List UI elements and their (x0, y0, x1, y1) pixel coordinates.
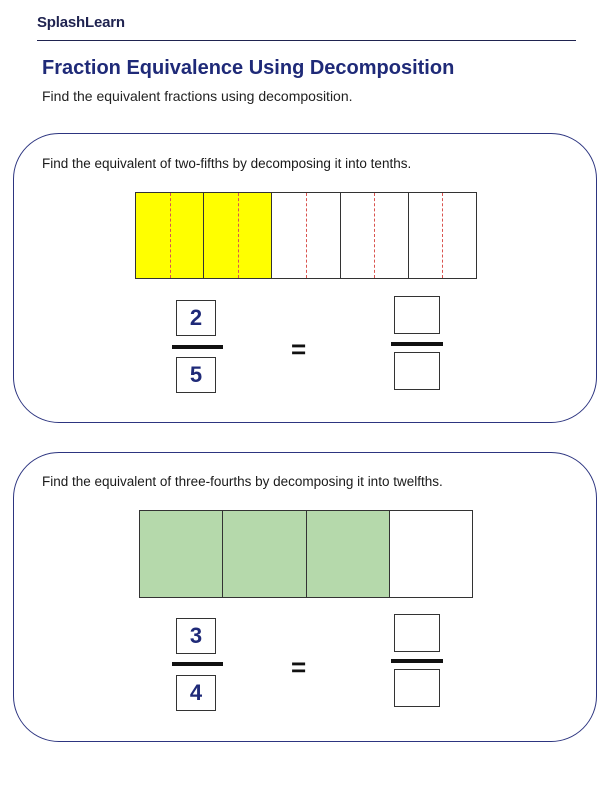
shaded-part (223, 511, 306, 597)
subdivision-dashed-line (306, 193, 307, 278)
problem-1-prompt: Find the equivalent of two-fifths by decomposing it into tenths. (42, 156, 412, 171)
problem-2-denominator: 4 (176, 675, 216, 711)
problem-2-answer-denominator-box[interactable] (394, 669, 440, 707)
page-subtitle: Find the equivalent fractions using decomposition. (42, 88, 353, 104)
problem-1-fraction-line (172, 345, 223, 349)
problem-1-answer-fraction-line (391, 342, 443, 346)
problem-1-answer-denominator-box[interactable] (394, 352, 440, 390)
subdivision-dashed-line (170, 193, 171, 278)
problem-1-equals-sign: = (291, 334, 307, 364)
shaded-part (136, 193, 204, 278)
fraction-bar-2 (139, 510, 473, 598)
unshaded-part (341, 193, 409, 278)
unshaded-part (409, 193, 476, 278)
subdivision-dashed-line (374, 193, 375, 278)
problem-2-numerator: 3 (176, 618, 216, 654)
brand-logo: SplashLearn (37, 14, 125, 31)
subdivision-dashed-line (442, 193, 443, 278)
shaded-part (307, 511, 390, 597)
fraction-bar-1 (135, 192, 477, 279)
shaded-part (140, 511, 223, 597)
problem-2-prompt: Find the equivalent of three-fourths by decomposing it into twelfths. (42, 474, 443, 489)
problem-1-answer-numerator-box[interactable] (394, 296, 440, 334)
header-divider (37, 40, 576, 41)
problem-1-numerator: 2 (176, 300, 216, 336)
subdivision-dashed-line (238, 193, 239, 278)
problem-2-answer-numerator-box[interactable] (394, 614, 440, 652)
unshaded-part (272, 193, 340, 278)
problem-2-answer-fraction-line (391, 659, 443, 663)
shaded-part (204, 193, 272, 278)
problem-2-fraction-line (172, 662, 223, 666)
unshaded-part (390, 511, 472, 597)
page-title: Fraction Equivalence Using Decomposition (42, 57, 455, 79)
problem-2-equals-sign: = (291, 652, 307, 682)
problem-1-denominator: 5 (176, 357, 216, 393)
